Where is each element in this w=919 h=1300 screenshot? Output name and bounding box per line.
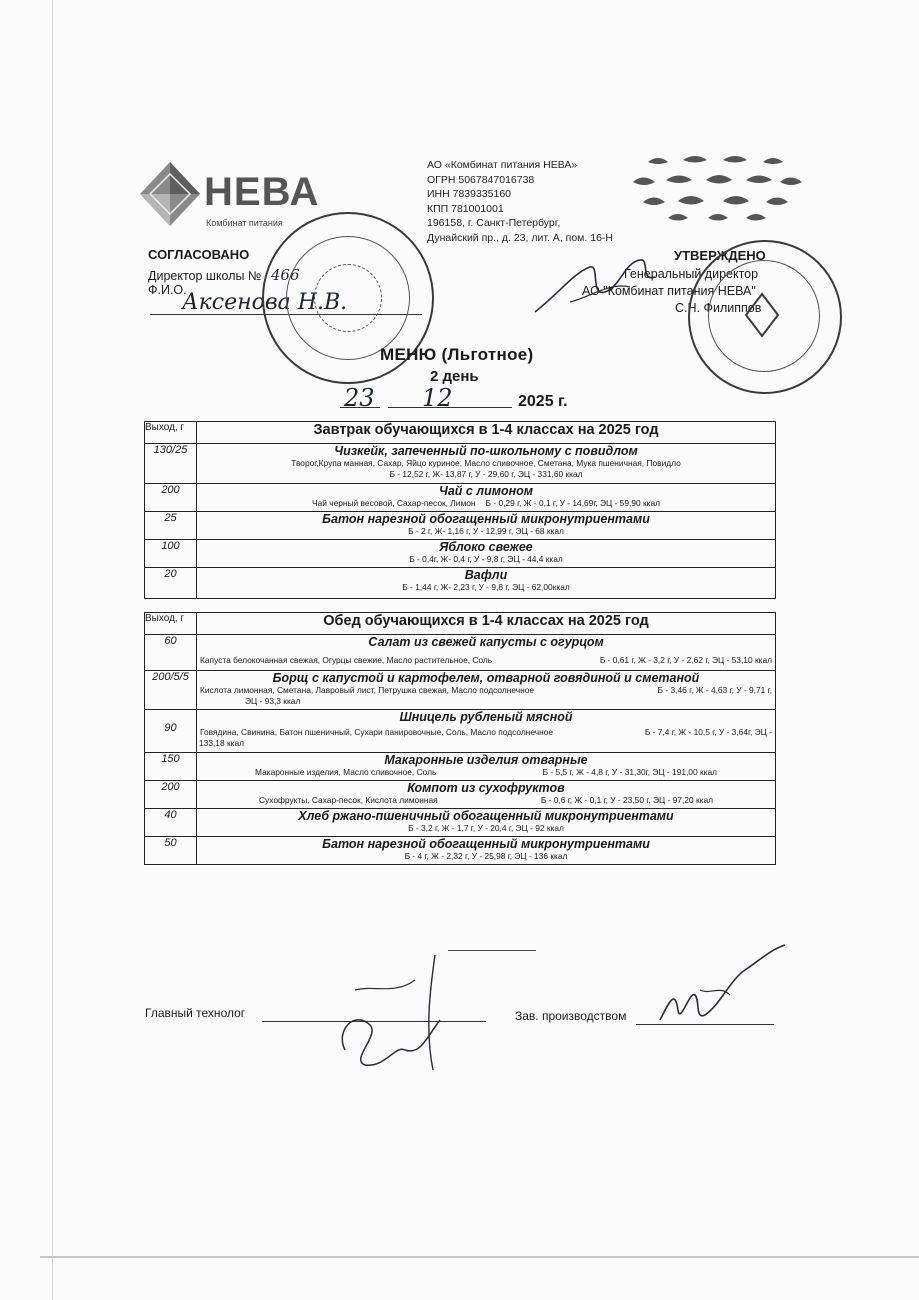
dish-cell <box>197 635 776 671</box>
dish-ingredients: Кислота лимонная, Сметана, Лавровый лист, Петрушка свежая, Масло подсолнечное <box>200 685 535 695</box>
school-stamp-center <box>314 264 382 332</box>
dish-output: 20 <box>145 568 197 599</box>
dish-name: Батон нарезной обогащенный микронутриентами <box>322 512 650 526</box>
company-info-kpp: КПП 781001001 <box>427 202 504 215</box>
table-row <box>145 484 776 512</box>
breakfast-table <box>144 421 776 599</box>
dish-details <box>197 767 775 778</box>
dish-name: Компот из сухофруктов <box>407 781 565 795</box>
dish-details <box>197 685 775 696</box>
table-row <box>145 753 776 781</box>
dish-output: 90 <box>145 710 197 753</box>
company-logo <box>138 160 318 230</box>
dish-cell <box>197 444 776 484</box>
agreed-school-number: 466 <box>270 266 300 284</box>
agreed-title: СОГЛАСОВАНО <box>148 247 250 262</box>
dish-ingredients: Говядина, Свинина, Батон пшеничный, Сухари панировочные, Соль, Масло подсолнечное <box>200 727 554 737</box>
chief-technologist-label: Главный технолог <box>145 1006 246 1020</box>
table-row <box>145 568 776 599</box>
lunch-table <box>144 612 776 865</box>
logo-subtitle: Комбинат питания <box>206 218 283 228</box>
company-info-address-1: 196158, г. Санкт-Петербург, <box>427 217 561 229</box>
dish-ingredients: Капуста белокочанная свежая, Огурцы свежие, Масло растительное, Соль <box>200 655 493 665</box>
dish-output: 200 <box>145 484 197 512</box>
dish-nutrition: Б - 0,6 г, Ж - 0,1 г, У - 23,50 г, ЭЦ - 97,20 ккал <box>540 795 713 805</box>
dish-nutrition: Б - 5,5 г, Ж - 4,8 г, У - 31,30г, ЭЦ - 191,00 ккал <box>542 767 717 777</box>
dish-ingredients: Сухофрукты, Сахар-песок, Кислота лимонная <box>259 795 438 805</box>
menu-title: МЕНЮ (Льготное) <box>380 345 534 364</box>
dish-output: 60 <box>145 635 197 671</box>
dish-name: Яблоко свежее <box>439 540 533 554</box>
dish-output: 50 <box>145 837 197 865</box>
breakfast-header-row <box>145 422 776 444</box>
approved-title: УТВЕРЖДЕНО <box>674 248 766 263</box>
dish-nutrition: Б - 0,29 г, Ж - 0,1 г, У - 14,69г, ЭЦ - 59,90 ккал <box>485 498 661 508</box>
lunch-header-row <box>145 613 776 635</box>
lunch-header-output: Выход, г <box>145 613 197 635</box>
dish-output: 150 <box>145 753 197 781</box>
dish-cell <box>197 710 776 753</box>
dish-output: 40 <box>145 809 197 837</box>
company-info-name: АО «Комбинат питания НЕВА» <box>427 159 578 171</box>
decorative-pattern <box>628 154 808 229</box>
table-row <box>145 671 776 710</box>
agreed-signature: Аксенова Н.В. <box>182 290 348 315</box>
approved-position: Генеральный директор <box>624 267 759 281</box>
agreed-fio-label: Ф.И.О. <box>148 283 187 297</box>
dish-output: 200 <box>145 781 197 809</box>
dish-cell <box>197 809 776 837</box>
dish-ingredients: Макаронные изделия, Масло сливочное, Соль <box>255 767 437 777</box>
table-row <box>145 809 776 837</box>
dish-nutrition: Б - 4 г, Ж - 2,32 г, У - 25,98 г, ЭЦ - 136 ккал <box>404 851 568 861</box>
dish-name: Батон нарезной обогащенный микронутриентами <box>322 837 650 851</box>
dish-name: Вафли <box>464 568 508 582</box>
table-row <box>145 781 776 809</box>
dish-output: 25 <box>145 512 197 540</box>
company-info-inn: ИНН 7839335160 <box>427 188 512 200</box>
menu-date-day: 23 <box>344 384 375 412</box>
director-signature <box>530 252 670 322</box>
dish-name: Хлеб ржано-пшеничный обогащенный микронутриентами <box>298 809 674 823</box>
menu-date-month-underline <box>388 407 512 408</box>
dish-nutrition-cont: ЭЦ - 93,3 ккал <box>245 696 301 706</box>
dish-name: Шницель рубленый мясной <box>399 710 573 724</box>
dish-cell <box>197 540 776 568</box>
menu-date-year: 2025 г. <box>518 393 568 410</box>
table-row <box>145 710 776 753</box>
dish-output: 200/5/5 <box>145 671 197 710</box>
company-info-ogrn: ОГРН 5067847016738 <box>427 173 535 186</box>
dish-cell <box>197 671 776 710</box>
table-row <box>145 540 776 568</box>
company-stamp-logo-icon <box>742 290 782 340</box>
table-row <box>145 512 776 540</box>
company-stamp <box>688 240 842 394</box>
menu-date-day-underline <box>340 407 380 408</box>
approved-company: АО "Комбинат питания НЕВА" <box>582 284 756 298</box>
table-row <box>145 444 776 484</box>
dish-details <box>197 795 775 806</box>
company-info-address-2: Дунайский пр., д. 23, лит. А, пом. 16-Н <box>427 231 613 244</box>
dish-nutrition-cont: 133,18 ккал <box>199 738 244 748</box>
menu-date-month: 12 <box>422 384 453 412</box>
dish-cell <box>197 781 776 809</box>
dish-name: Чай с лимоном <box>438 484 534 498</box>
breakfast-header-output: Выход, г <box>145 422 197 444</box>
dish-details <box>197 655 775 666</box>
menu-date <box>340 384 590 412</box>
dish-cell <box>197 837 776 865</box>
dish-output: 100 <box>145 540 197 568</box>
dish-nutrition: Б - 7,4 г, Ж - 10,5 г, У - 3,64г, ЭЦ - <box>644 727 772 737</box>
dish-nutrition: Б - 0,61 г, Ж - 3,2 г, У - 2,62 г, ЭЦ - 53,10 ккал <box>599 655 772 665</box>
dish-nutrition: Б - 3,2 г, Ж - 1,7 г, У - 20,4 г, ЭЦ - 92 ккал <box>408 823 564 833</box>
dish-name: Макаронные изделия отварные <box>384 753 588 767</box>
scan-edge-bottom <box>40 1256 919 1258</box>
scan-edge-left <box>52 0 53 1300</box>
table-row <box>145 837 776 865</box>
agreed-director-label: Директор школы № <box>148 269 262 283</box>
lunch-header-title: Обед обучающихся в 1-4 классах на 2025 год <box>197 613 776 635</box>
dish-ingredients: Чай черный весовой, Сахар-песок, Лимон <box>311 498 476 508</box>
production-head-signature <box>650 940 790 1030</box>
dish-details <box>197 498 775 509</box>
dish-cell <box>197 753 776 781</box>
dish-cell <box>197 512 776 540</box>
breakfast-header-title: Завтрак обучающихся в 1-4 классах на 2025 год <box>197 422 776 444</box>
dish-cell <box>197 568 776 599</box>
dish-name: Борщ с капустой и картофелем, отварной говядиной и сметаной <box>272 671 700 685</box>
dish-name: Чизкейк, запеченный по-школьному с повидлом <box>334 444 638 458</box>
dish-cell <box>197 484 776 512</box>
dish-name: Салат из свежей капусты с огурцом <box>368 635 604 649</box>
chief-technologist-signature <box>325 950 475 1080</box>
dish-nutrition: Б - 3,46 г, Ж - 4,63 г, У - 9,71 г, <box>657 685 772 695</box>
dish-details <box>197 727 775 738</box>
table-row <box>145 635 776 671</box>
dish-nutrition: Б - 2 г, Ж- 1,16 г, У - 12,99 г, ЭЦ - 68 ккал <box>408 526 564 536</box>
logo-wordmark: НЕВА <box>204 170 320 214</box>
dish-nutrition: Б - 0,4г, Ж- 0,4 г, У - 9,8 г, ЭЦ - 44,4 ккал <box>409 554 563 564</box>
dish-nutrition: Б - 12,52 г, Ж- 13,87 г, У - 29,60 г, ЭЦ - 331,60 ккал <box>389 469 583 479</box>
company-info <box>427 158 637 245</box>
menu-day: 2 день <box>430 368 479 385</box>
dish-nutrition: Б - 1,44 г, Ж- 2,23 г, У - 9,8 г, ЭЦ - 62,00ккал <box>402 582 570 592</box>
logo-diamond-icon <box>138 160 202 228</box>
dish-ingredients: Творог,Крупа манная, Сахар, Яйцо куриное, Масло сливочное, Сметана, Мука пшеничная, Повидло <box>291 458 681 468</box>
approved-name: С.Н. Филиппов <box>675 301 762 315</box>
production-head-label: Зав. производством <box>515 1009 627 1023</box>
dish-output: 130/25 <box>145 444 197 484</box>
